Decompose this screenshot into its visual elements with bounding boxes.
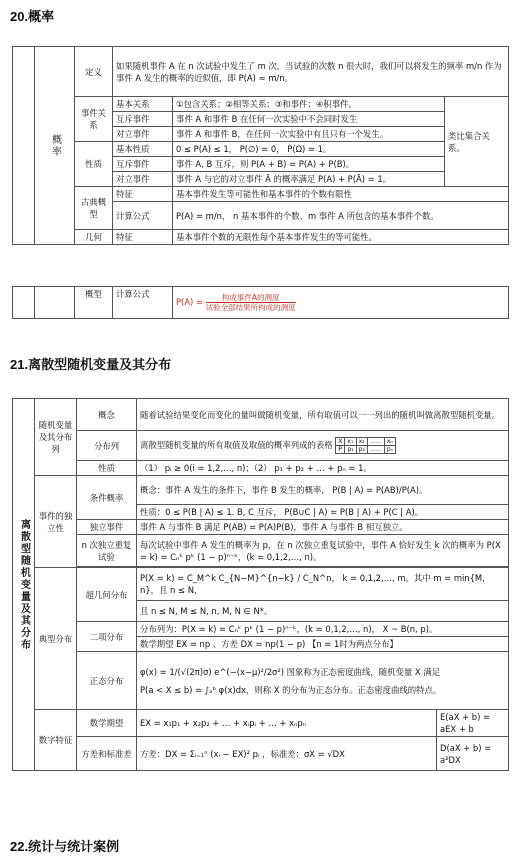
definition-label: 定义	[75, 47, 113, 97]
probability-table	[12, 46, 509, 245]
mini-cell: ……	[367, 446, 384, 454]
concept-text: 随着试验结果变化而变化的量叫做随机变量，所有取值可以一一列出的随机叫做离散型随机变量。	[137, 399, 509, 431]
distribution-main-label: 离散型随机变量及其分布	[13, 399, 35, 771]
hyper-text2: 且 n ≤ N, M ≤ N, n, M, N ∈ N*。	[137, 601, 509, 622]
mini-cell: pₙ	[384, 446, 395, 454]
expect-name: 数学期望	[77, 710, 137, 737]
mini-cell: p₂	[356, 446, 367, 454]
binom-name: 二项分布	[77, 622, 137, 652]
property-label: 性质	[75, 142, 113, 187]
normal-text2: P(a < X ≤ b) = ∫ₐᵇ φ(x)dx，则称 X 的分布为正态分布。正态密度曲线的特点。	[140, 684, 442, 695]
cond-text1: 概念：事件 A 发生的条件下，事件 B 发生的概率， P(B | A) = P(AB)/P(A)。	[137, 476, 509, 505]
geometric-formula-table	[12, 286, 509, 319]
binom-text2: 数学期望 EX = np 、方差 DX = np(1 − p) 【n = 1时为两点分布】	[137, 637, 509, 652]
row-text: 事件 A, B 互斥，则 P(A + B) = P(A) + P(B)。	[173, 157, 445, 172]
event-relations-label: 事件关系	[75, 97, 113, 142]
dist-mini-table	[335, 437, 396, 454]
distribution-table	[12, 398, 509, 771]
row-name: 互斥事件	[113, 157, 173, 172]
row-name: 互斥事件	[113, 112, 173, 127]
section-title-distribution: 21.离散型随机变量及其分布	[10, 357, 172, 372]
probability-label: 概率	[35, 47, 75, 245]
geometric-feature-name: 特征	[113, 230, 173, 245]
hyper-name: 超几何分布	[77, 568, 137, 622]
var-name: 方差和标准差	[77, 737, 137, 771]
geometric-label: 几何	[75, 230, 113, 245]
geo2-formula-name: 计算公式	[113, 287, 173, 319]
geo2-denominator: 试验全部结果所构成的测度	[205, 303, 296, 312]
normal-cell	[137, 652, 509, 710]
analogy-note: 类比集合关系。	[445, 97, 509, 187]
section-title-statistics: 22.统计与统计案例	[10, 839, 120, 854]
definition-text: 如果随机事件 A 在 n 次试验中发生了 m 次，当试验的次数 n 很大时，我们可以将发生的频率 m/n 作为事件 A 发生的概率的近似值，即 P(A) ≈ m/n。	[113, 47, 509, 97]
indep-text: 事件 A 与事件 B 满足 P(AB) = P(A)P(B)，事件 A 与事件 B 相互独立。	[137, 520, 509, 535]
classical-formula-name: 计算公式	[113, 202, 173, 230]
row-text: 事件 A 和事件 B 在任何一次实验中不会同时发生	[173, 112, 445, 127]
binom-text1: 分布列为：P(X = k) = Cₙᵏ pᵏ (1 − p)ⁿ⁻ᵏ，(k = 0,1,2,…, n)， X ~ B(n, p)。	[137, 622, 509, 637]
expect-text: EX = x₁p₁ + x₂p₂ + … + xᵢpᵢ + … + xₙpₙ	[137, 710, 437, 737]
expect-lin: E(aX + b) = aEX + b	[437, 710, 509, 737]
cond-text2: 性质：0 ≤ P(B | A) ≤ 1. B, C 互斥， P(B∪C | A) = P(B | A) + P(C | A)。	[137, 505, 509, 520]
mini-cell: ……	[367, 438, 384, 446]
typical-label: 典型分布	[35, 568, 77, 710]
mini-cell: x₁	[345, 438, 356, 446]
row-name: 基本性质	[113, 142, 173, 157]
row-text: ①包含关系；②相等关系；③和事件；④积事件。	[173, 97, 445, 112]
indep-name: 独立事件	[77, 520, 137, 535]
cond-name: 条件概率	[77, 476, 137, 520]
classical-label: 古典概型	[75, 187, 113, 230]
repeat-name: n 次独立重复试验	[77, 535, 137, 567]
geometric-feature-text: 基本事件个数的无限性每个基本事件发生的等可能性。	[173, 230, 509, 245]
distlist-name: 分布列	[77, 431, 137, 461]
geo2-formula: P(A) = $\frac{\text{构成事件A的测度}}{\text{试验全部结果所构成的测度}}$	[173, 287, 509, 319]
normal-text1: φ(x) = 1/(√(2π)σ) e^(−(x−μ)²/2σ²) 图象称为正态密度曲线，随机变量 X 满足	[140, 666, 441, 677]
classical-feature-name: 特征	[113, 187, 173, 202]
var-text: 方差：DX = Σᵢ₌₁ⁿ (xᵢ − EX)² pᵢ ，标准差：σX = √DX	[137, 737, 437, 771]
row-name: 对立事件	[113, 172, 173, 187]
var-lin: D(aX + b) = a²DX	[437, 737, 509, 771]
numeric-label: 数字特征	[35, 710, 77, 771]
nature-name: 性质	[77, 461, 137, 476]
mini-cell: P	[336, 446, 345, 454]
geo2-label: 概型	[75, 287, 113, 319]
repeat-text: 每次试验中事件 A 发生的概率为 p，在 n 次独立重复试验中，事件 A 恰好发生 k 次的概率为 P(X = k) = Cₙᵏ pᵏ (1 − p)ⁿ⁻ᵏ，(k = 0,1,2,…, n)。	[137, 535, 509, 567]
row-text: 事件 A 与它的对立事件 Ā 的概率满足 P(A) + P(Ā) = 1。	[173, 172, 445, 187]
distlist-text: 离散型随机变量的所有取值及取值的概率列成的表格	[140, 440, 333, 450]
section-title-probability: 20.概率	[10, 9, 55, 24]
independence-label: 事件的独立性	[35, 476, 77, 568]
mini-cell: x₂	[356, 438, 367, 446]
row-name: 对立事件	[113, 127, 173, 142]
row-text: 0 ≤ P(A) ≤ 1， P(∅) = 0， P(Ω) = 1。	[173, 142, 445, 157]
geo2-numerator: 构成事件A的测度	[206, 293, 296, 303]
distlist-cell	[137, 431, 509, 461]
row-text: 事件 A 和事件 B，在任何一次实验中有且只有一个发生。	[173, 127, 445, 142]
row-name: 基本关系	[113, 97, 173, 112]
normal-name: 正态分布	[77, 652, 137, 710]
concept-name: 概念	[77, 399, 137, 431]
mini-cell: X	[336, 438, 345, 446]
dist-label: 随机变量及其分布列	[35, 399, 77, 476]
classical-formula-text: P(A) = m/n， n 基本事件的个数、m 事件 A 所包含的基本事件个数。	[173, 202, 509, 230]
nature-text: （1） pᵢ ≥ 0(i = 1,2,…, n)；（2） p₁ + p₂ + … + pₙ = 1。	[137, 461, 509, 476]
mini-cell: p₁	[345, 446, 356, 454]
classical-feature-text: 基本事件发生等可能性和基本事件的个数有限性	[173, 187, 509, 202]
hyper-text1: P(X = k) = C_M^k C_{N−M}^{n−k} / C_N^n， k = 0,1,2,…, m，其中 m = min{M, n}，且 n ≤ N，	[137, 568, 509, 601]
mini-cell: xₙ	[384, 438, 395, 446]
